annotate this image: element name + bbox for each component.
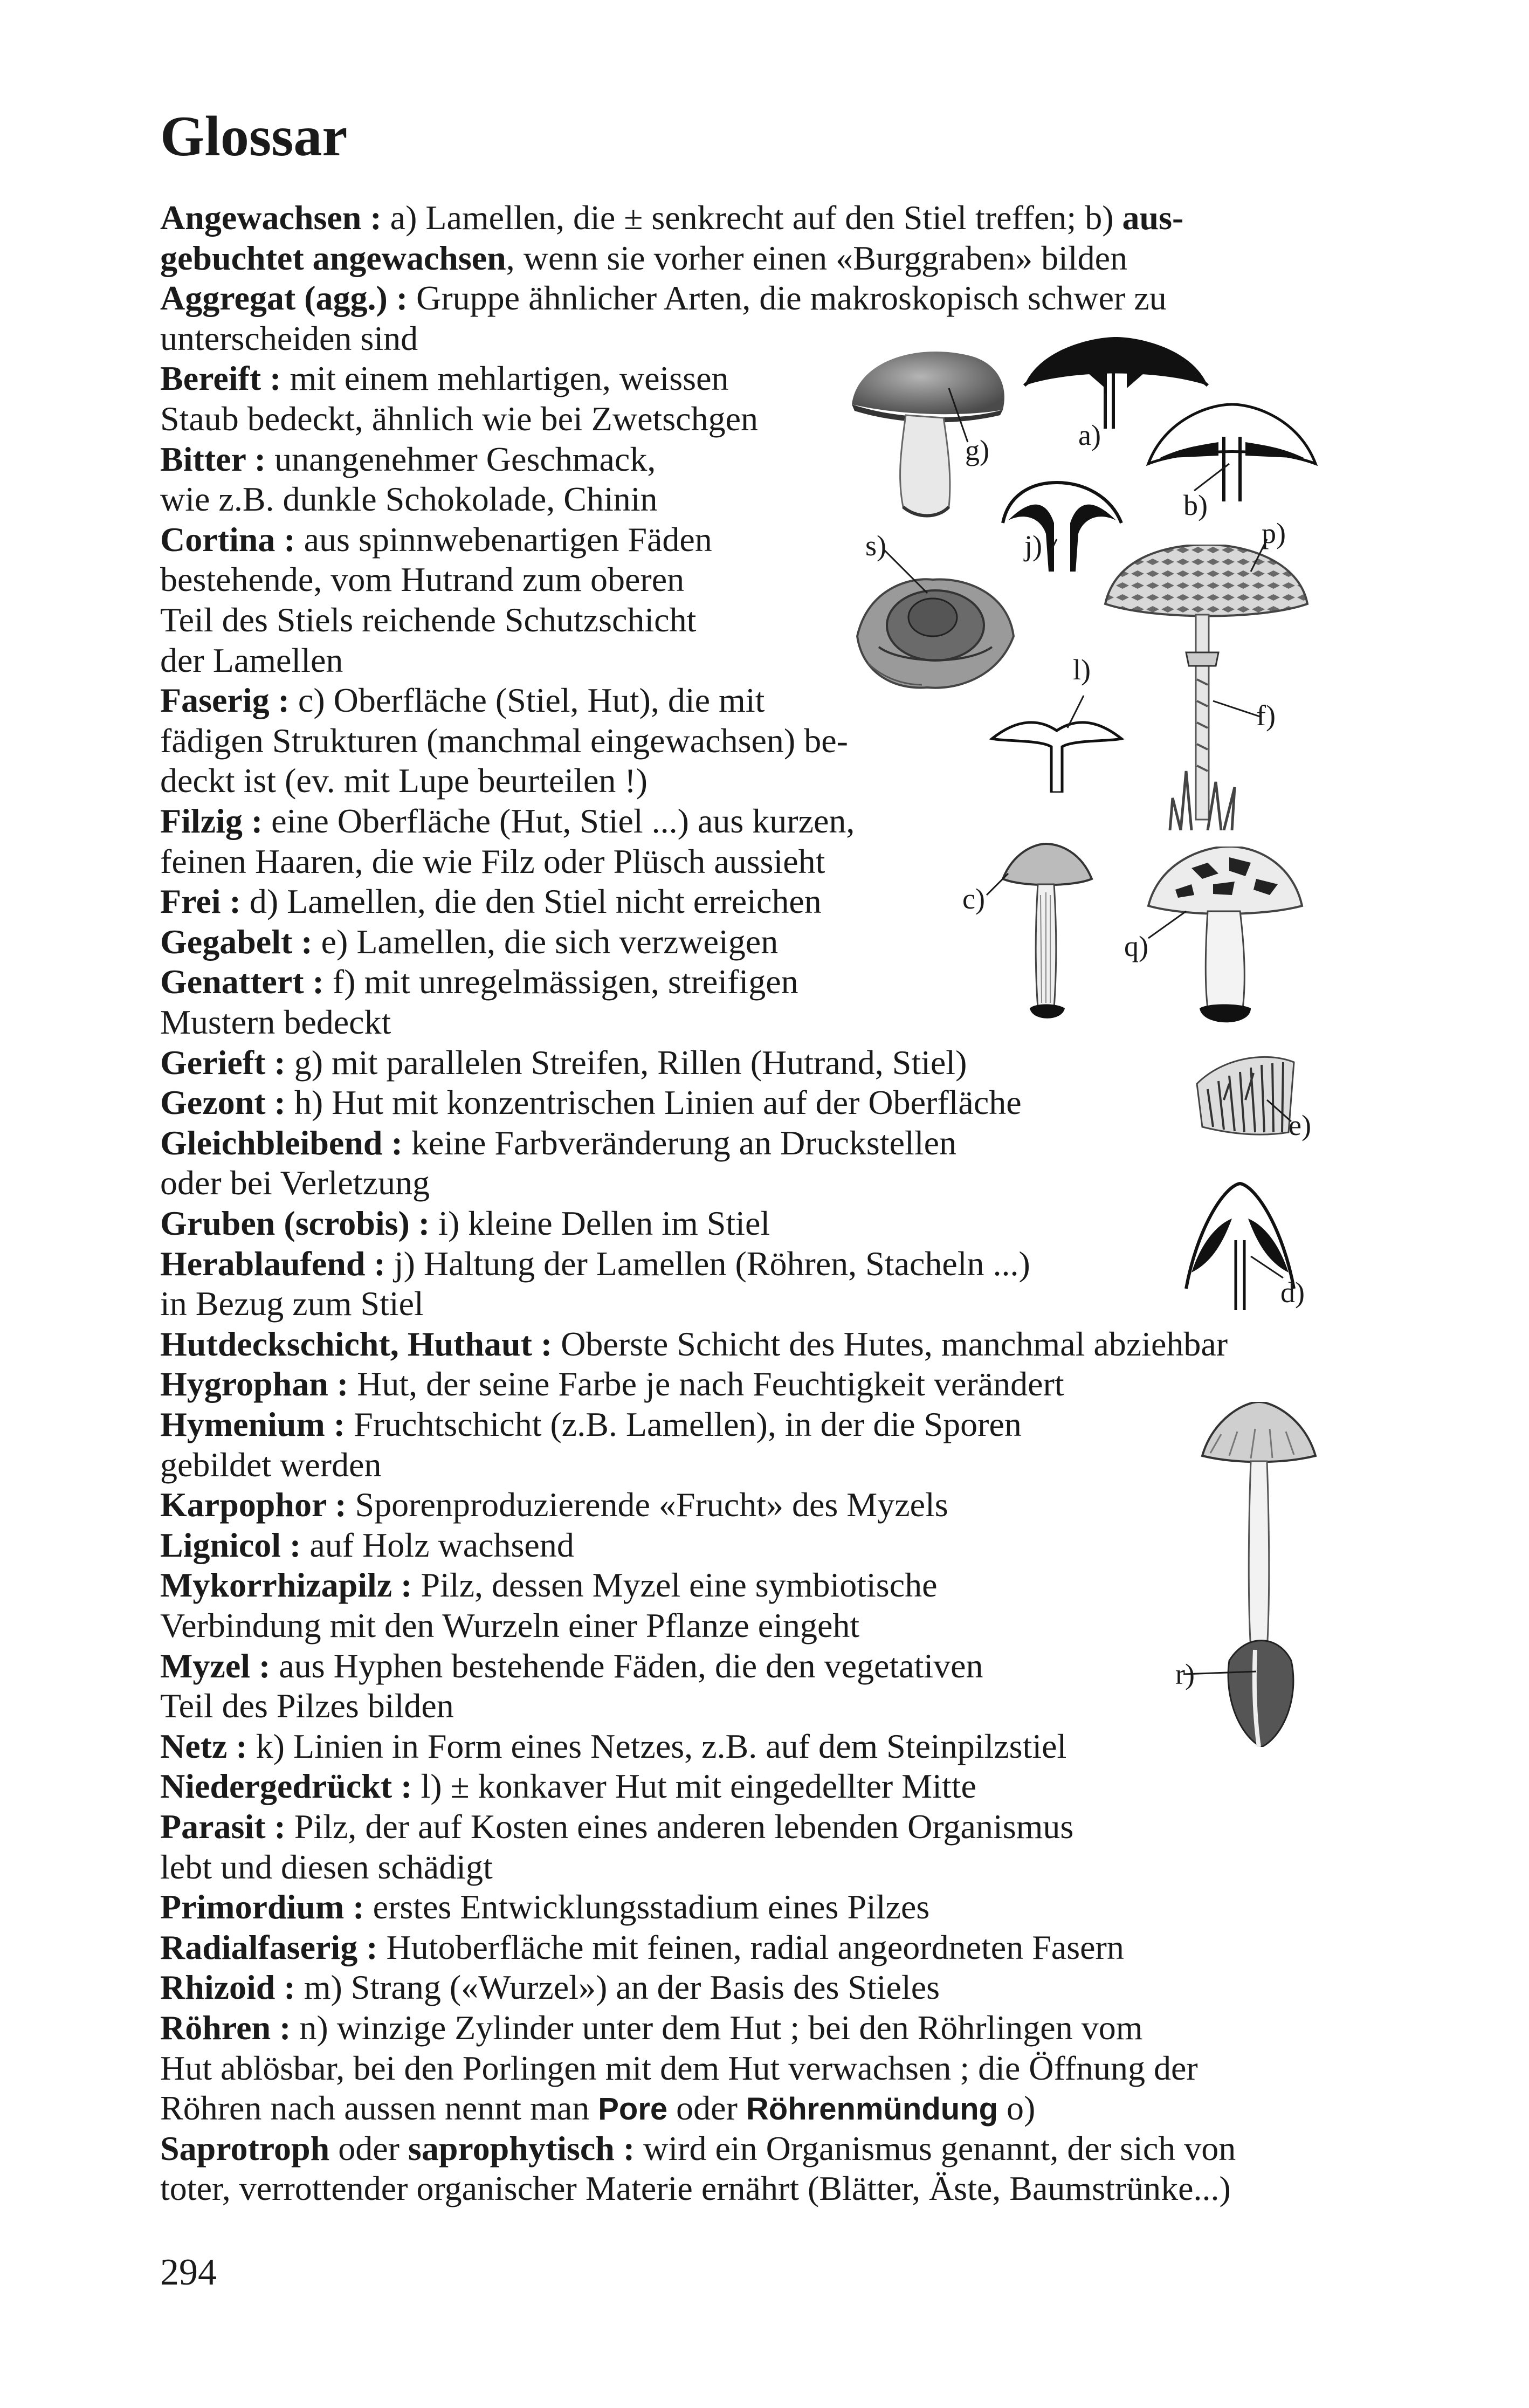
glossary-definition: Fruchtschicht (z.B. Lamellen), in der die Sporen [345, 1405, 1022, 1443]
glossary-term: Genattert : [160, 962, 324, 1001]
label-c: c) [962, 883, 985, 915]
glossary-definition: d) Lamellen, die den Stiel nicht erreichen [240, 882, 822, 921]
glossary-definition: oder [667, 2089, 746, 2128]
glossary-term: Gruben (scrobis) : [160, 1204, 430, 1242]
glossary-definition: e) Lamellen, die sich verzweigen [312, 922, 779, 961]
glossary-definition: f) mit unregelmässigen, streifigen [323, 962, 798, 1001]
glossary-definition: erstes Entwicklungsstadium eines Pilzes [364, 1888, 930, 1927]
glossary-definition: Oberste Schicht des Hutes, manchmal abziehbar [552, 1324, 1228, 1363]
glossary-definition: gebildet werden [160, 1445, 382, 1484]
glossary-term: Karpophor : [160, 1485, 347, 1524]
glossary-term: Bitter : [160, 439, 266, 478]
glossary-definition: wie z.B. dunkle Schokolade, Chinin [160, 480, 658, 519]
glossary-definition: der Lamellen [160, 641, 343, 679]
glossary-definition: Sporenproduzierende «Frucht» des Myzels [346, 1485, 948, 1524]
glossary-definition: Röhren nach aussen nennt man [160, 2089, 598, 2128]
glossary-definition: fädigen Strukturen (manchmal eingewachsen) be- [160, 721, 848, 760]
glossary-definition: deckt ist (ev. mit Lupe beurteilen !) [160, 761, 648, 800]
glossary-definition: g) mit parallelen Streifen, Rillen (Hutrand, Stiel) [285, 1043, 967, 1082]
glossary-definition: Teil des Pilzes bilden [160, 1687, 454, 1725]
glossary-term: aus- [1122, 198, 1184, 237]
glossary-definition: i) kleine Dellen im Stiel [430, 1204, 770, 1242]
label-g: g) [965, 434, 989, 466]
glossary-definition: j) Haltung der Lamellen (Röhren, Stacheln ...) [385, 1244, 1030, 1283]
glossary-definition: o) [998, 2089, 1036, 2128]
glossary-definition: Verbindung mit den Wurzeln einer Pflanze eingeht [160, 1606, 860, 1645]
glossary-term: Parasit : [160, 1807, 286, 1846]
label-s: s) [865, 529, 886, 562]
glossary-definition: Gruppe ähnlicher Arten, die makroskopisch schwer zu [408, 279, 1167, 318]
glossary-term: Röhren : [160, 2008, 291, 2047]
glossary-definition: Hutoberfläche mit feinen, radial angeordneten Fasern [377, 1928, 1124, 1966]
glossary-definition: lebt und diesen schädigt [160, 1847, 493, 1886]
glossary-definition: eine Oberfläche (Hut, Stiel ...) aus kurzen, [263, 802, 855, 840]
glossary-term: Gezont : [160, 1083, 286, 1122]
label-q: q) [1124, 930, 1148, 962]
glossary-term: Angewachsen : [160, 198, 382, 237]
glossary-definition: Teil des Stiels reichende Schutzschicht [160, 601, 697, 639]
glossary-definition: aus Hyphen bestehende Fäden, die den vegetativen [270, 1646, 983, 1685]
glossary-definition: toter, verrottender organischer Materie ernährt (Blätter, Äste, Baumstrünke...) [160, 2169, 1231, 2208]
glossary-term: Herablaufend : [160, 1244, 385, 1283]
glossary-definition: Mustern bedeckt [160, 1003, 391, 1041]
glossary-definition: wird ein Organismus genannt, der sich von [635, 2129, 1236, 2168]
glossary-definition: mit einem mehlartigen, weissen [281, 359, 729, 398]
glossary-definition: k) Linien in Form eines Netzes, z.B. auf dem Steinpilzstiel [247, 1726, 1067, 1765]
glossary-term: Faserig : [160, 681, 290, 720]
glossary-definition: h) Hut mit konzentrischen Linien auf der Oberfläche [285, 1083, 1022, 1122]
glossary-definition: unterscheiden sind [160, 319, 418, 357]
glossary-definition: in Bezug zum Stiel [160, 1284, 424, 1323]
glossary-term: Hymenium : [160, 1405, 346, 1443]
page-number: 294 [160, 2252, 217, 2293]
glossary-term: Filzig : [160, 802, 263, 840]
glossary-term: Cortina : [160, 520, 295, 559]
glossary-definition: n) winzige Zylinder unter dem Hut ; bei den Röhrlingen vom [291, 2008, 1143, 2047]
glossary-term: Saprotroph [160, 2129, 330, 2168]
glossary-term: Lignicol : [160, 1525, 301, 1564]
page-title: Glossar [160, 105, 348, 168]
glossary-term: Primordium : [160, 1888, 364, 1927]
label-r: r) [1175, 1658, 1195, 1690]
glossary-term: Rhizoid : [160, 1968, 295, 2007]
label-a: a) [1078, 419, 1101, 451]
glossary-definition: bestehende, vom Hutrand zum oberen [160, 560, 685, 599]
glossary-definition: Staub bedeckt, ähnlich wie bei Zwetschgen [160, 400, 758, 438]
glossary-definition: oder bei Verletzung [160, 1164, 430, 1202]
glossary-term: Röhrenmündung [746, 2091, 998, 2127]
label-l: l) [1073, 653, 1091, 686]
glossary-term: Gegabelt : [160, 922, 313, 961]
glossary-definition: feinen Haaren, die wie Filz oder Plüsch aussieht [160, 842, 825, 880]
label-p: p) [1262, 517, 1286, 549]
glossary-definition: Hut ablösbar, bei den Porlingen mit dem Hut verwachsen ; die Öffnung der [160, 2048, 1198, 2087]
glossary-term: Bereift : [160, 359, 281, 398]
glossary-definition: a) Lamellen, die ± senkrecht auf den Stiel treffen; b) [381, 198, 1122, 237]
glossary-term: Niedergedrückt : [160, 1767, 412, 1806]
glossary-term: Mykorrhizapilz : [160, 1566, 412, 1605]
glossary-term: Pore [598, 2091, 668, 2127]
glossary-definition: , wenn sie vorher einen «Burggraben» bilden [506, 238, 1128, 277]
glossary-definition: c) Oberfläche (Stiel, Hut), die mit [289, 681, 765, 720]
glossary-term: Hygrophan : [160, 1365, 349, 1403]
glossary-term: Myzel : [160, 1646, 271, 1685]
glossary-term: gebuchtet angewachsen [160, 238, 506, 277]
glossary-definition: l) ± konkaver Hut mit eingedellter Mitte [412, 1767, 976, 1806]
glossary-definition: keine Farbveränderung an Druckstellen [402, 1123, 956, 1162]
glossary-definition: m) Strang («Wurzel») an der Basis des Stieles [295, 1968, 940, 2007]
glossary-term: Radialfaserig : [160, 1928, 378, 1966]
glossary-term: Gerieft : [160, 1043, 286, 1082]
glossary-definition: Pilz, der auf Kosten eines anderen lebenden Organismus [285, 1807, 1074, 1846]
glossary-term: Gleichbleibend : [160, 1123, 403, 1162]
glossary-definition: oder [329, 2129, 408, 2168]
glossary-definition: auf Holz wachsend [301, 1525, 574, 1564]
glossary-term: Frei : [160, 882, 241, 921]
label-b: b) [1183, 489, 1208, 521]
glossary-definition: Hut, der seine Farbe je nach Feuchtigkeit verändert [348, 1365, 1064, 1403]
glossary-term: Aggregat (agg.) : [160, 279, 408, 318]
label-j: j) [1024, 529, 1042, 562]
glossary-definition: Pilz, dessen Myzel eine symbiotische [412, 1566, 938, 1605]
label-d: d) [1280, 1276, 1305, 1309]
glossary-term: Hutdeckschicht, Huthaut : [160, 1324, 553, 1363]
glossary-definition: aus spinnwebenartigen Fäden [295, 520, 712, 559]
glossary-term: saprophytisch : [408, 2129, 635, 2168]
label-e: e) [1289, 1109, 1311, 1141]
label-f: f) [1256, 699, 1276, 732]
glossary-term: Netz : [160, 1726, 247, 1765]
glossary-definition: unangenehmer Geschmack, [266, 439, 656, 478]
